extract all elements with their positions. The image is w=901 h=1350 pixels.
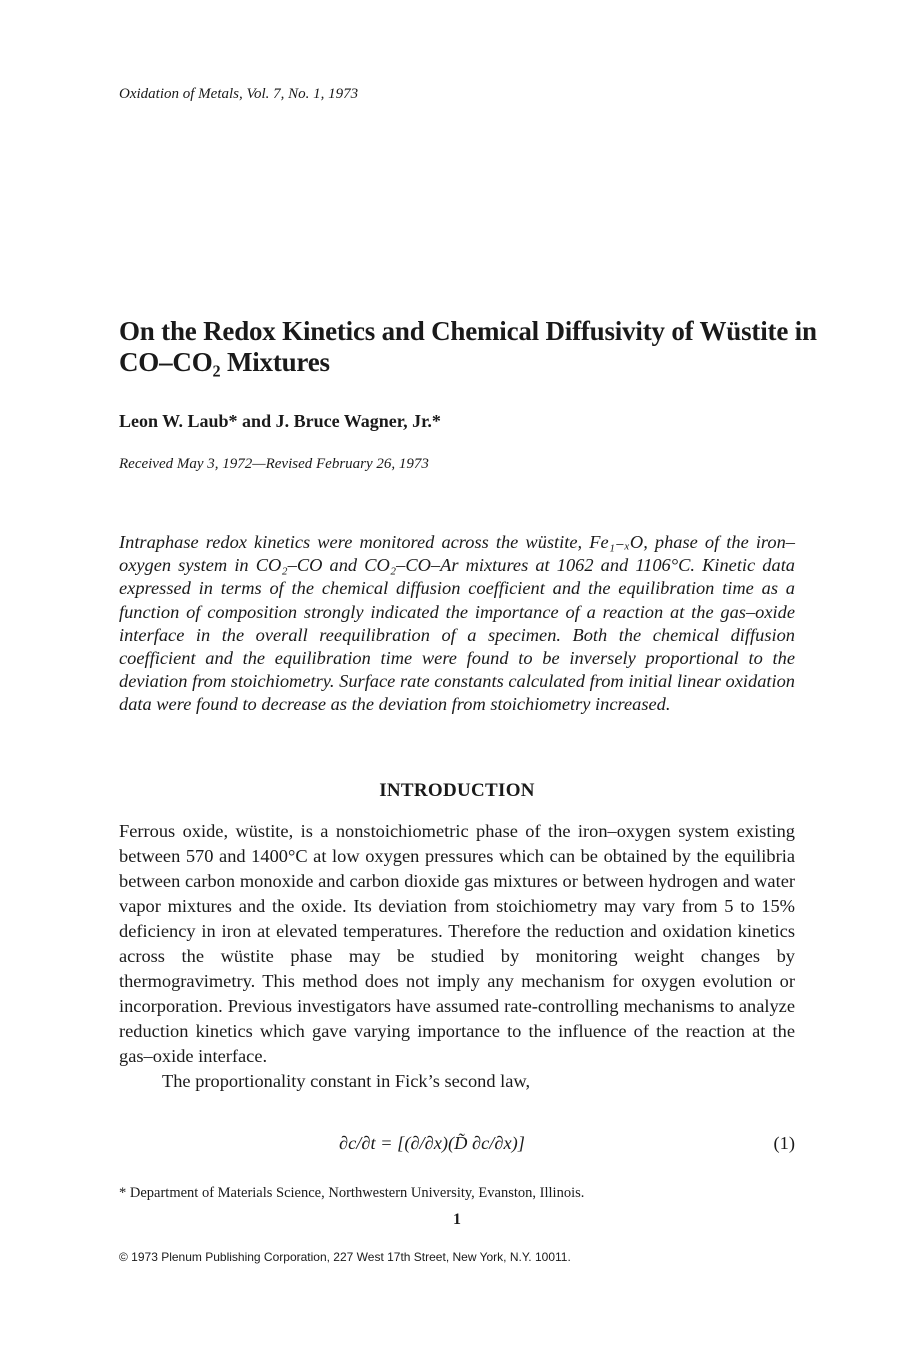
abstract (119, 531, 795, 717)
paper-title: On the Redox Kinetics and Chemical Diffusivity of Wüstite in CO–CO₂ Mixtures (119, 316, 817, 377)
page-number: 1 (453, 1211, 461, 1228)
journal-header: Oxidation of Metals, Vol. 7, No. 1, 1973 (119, 86, 359, 102)
section-heading-introduction: INTRODUCTION (379, 780, 535, 801)
equation-1 (119, 1133, 795, 1159)
paragraph-1: Ferrous oxide, wüstite, is a nonstoichiometric phase of the iron–oxygen system existing between 570 and 1400°C at low oxygen pressures which can be obtained by the equilibria between carbon monoxide and carbon dioxide gas mixtures or between hydrogen and water vapor mixtures and the oxide. Its deviation from stoichiometry may vary from 5 to 15% deficiency in iron at elevated temperatures. Therefore the reduction and oxidation kinetics across the wüstite phase may be studied by monitoring weight changes by thermogravimetry. This method does not imply any mechanism for oxygen evolution or incorporation. Previous investigators have assumed rate-controlling mechanisms to analyze reduction kinetics which gave varying importance to the influence of the reaction at the gas–oxide interface. (119, 821, 795, 1066)
received-date: Received May 3, 1972—Revised February 26, 1973 (119, 456, 429, 472)
copyright-notice: © 1973 Plenum Publishing Corporation, 227 West 17th Street, New York, N.Y. 10011. (119, 1250, 571, 1264)
body-text (119, 819, 795, 1094)
abstract-text: Intraphase redox kinetics were monitored across the wüstite, Fe₁₋ₓO, phase of the iron–oxygen system in CO₂–CO and CO₂–CO–Ar mixtures at 1062 and 1106°C. Kinetic data expressed in terms of the chemical diffusion coefficient and the equilibration time as a function of composition strongly indicated the importance of a reaction at the gas–oxide interface in the overall reequilibration of a specimen. Both the chemical diffusion coefficient and the equilibration time were found to be inversely proportional to the deviation from stoichiometry. Surface rate constants calculated from initial linear oxidation data were found to decrease as the deviation from stoichiometry increased. (119, 532, 795, 715)
authors: Leon W. Laub* and J. Bruce Wagner, Jr.* (119, 411, 441, 431)
equation-expression: ∂c/∂t = [(∂/∂x)(D̃ ∂c/∂x)] (339, 1133, 525, 1153)
footnote: * Department of Materials Science, Northwestern University, Evanston, Illinois. (119, 1185, 585, 1201)
paragraph-2: The proportionality constant in Fick’s second law, (162, 1071, 531, 1091)
equation-number: (1) (773, 1133, 795, 1153)
